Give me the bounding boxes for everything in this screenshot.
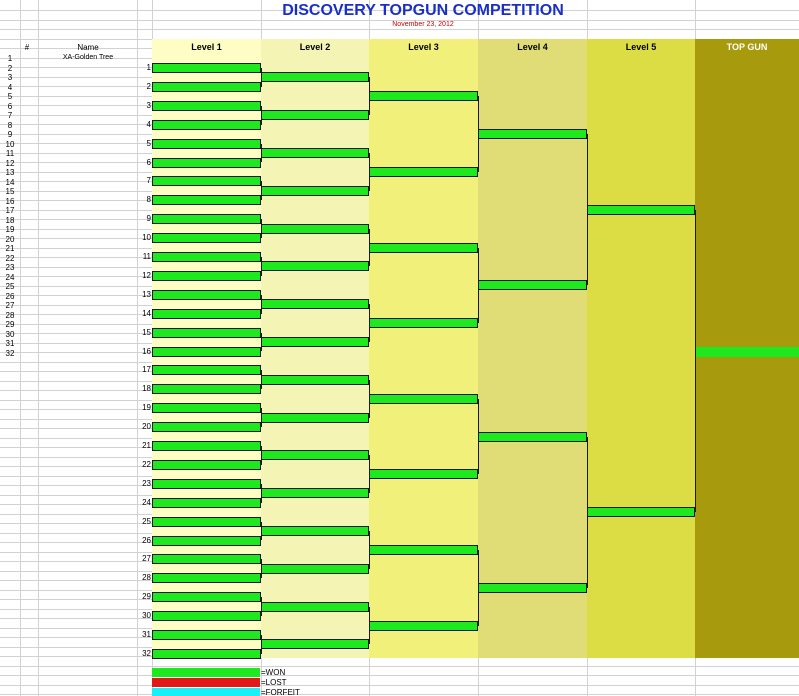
seed-number: 19 — [142, 403, 151, 413]
seed-number: 3 — [146, 100, 151, 110]
seed-number: 22 — [142, 459, 151, 469]
bracket-connector — [369, 153, 370, 191]
seed-number: 16 — [142, 346, 151, 356]
bracket-slot-level-3 — [369, 394, 478, 404]
bracket-slot-level-2 — [261, 110, 369, 120]
bracket-slot-level-1 — [152, 441, 261, 451]
seed-number: 7 — [146, 176, 151, 186]
row-number: 24 — [5, 272, 15, 282]
row-number: 31 — [5, 339, 15, 348]
bracket-slot-level-1 — [152, 290, 261, 300]
row-number: 9 — [7, 130, 13, 139]
row-number: 14 — [5, 177, 15, 187]
seed-number: 32 — [142, 648, 151, 658]
row-number: 23 — [5, 263, 15, 272]
bracket-connector — [369, 607, 370, 645]
bracket-slot-level-1 — [152, 214, 261, 224]
bracket-slot-level-2 — [261, 299, 369, 309]
bracket-slot-level-1 — [152, 271, 261, 281]
row-number: 22 — [5, 253, 15, 263]
row-number: 12 — [5, 158, 15, 168]
row-gridline — [0, 685, 799, 686]
seed-number: 9 — [146, 214, 151, 224]
header-hash: # — [24, 43, 30, 52]
bracket-slot-level-2 — [261, 639, 369, 649]
seed-number: 20 — [142, 422, 151, 432]
seed-number: 10 — [142, 233, 151, 243]
bracket-connector — [587, 134, 588, 285]
row-number: 30 — [5, 329, 15, 339]
row-number: 10 — [5, 139, 15, 149]
bracket-connector — [261, 295, 262, 314]
bracket-slot-level-2 — [261, 337, 369, 347]
bracket-slot-level-1 — [152, 63, 261, 73]
seed-number: 5 — [146, 138, 151, 148]
bracket-connector — [261, 106, 262, 125]
seed-number: 1 — [146, 63, 151, 72]
level-header: Level 1 — [191, 42, 222, 52]
bracket-slot-level-3 — [369, 243, 478, 253]
bracket-connector — [478, 399, 479, 475]
bracket-slot-level-2 — [261, 72, 369, 82]
bracket-slot-level-1 — [152, 479, 261, 489]
bracket-slot-level-5 — [587, 205, 695, 215]
seed-number: 23 — [142, 478, 151, 488]
bracket-connector — [261, 370, 262, 389]
seed-number: 27 — [142, 554, 151, 564]
bracket-slot-level-1 — [152, 460, 261, 470]
bracket-slot-level-3 — [369, 545, 478, 555]
seed-number: 6 — [146, 157, 151, 167]
bracket-slot-level-2 — [261, 186, 369, 196]
bracket-connector — [369, 304, 370, 342]
bracket-slot-level-1 — [152, 422, 261, 432]
bracket-slot-level-1 — [152, 498, 261, 508]
bracket-connector — [261, 219, 262, 238]
row-number: 1 — [7, 54, 13, 63]
seed-number: 24 — [142, 497, 151, 507]
bracket-slot-level-3 — [369, 167, 478, 177]
seed-number: 26 — [142, 535, 151, 545]
header-name: Name — [77, 43, 99, 52]
bracket-slot-level-3 — [369, 469, 478, 479]
bracket-slot-level-1 — [152, 554, 261, 564]
seed-number: 15 — [142, 327, 151, 337]
row-number: 8 — [7, 120, 13, 130]
bracket-slot-level-1 — [152, 592, 261, 602]
bracket-slot-level-2 — [261, 602, 369, 612]
level-header: Level 4 — [517, 42, 548, 52]
bracket-slot-level-1 — [152, 611, 261, 621]
row-number: 25 — [5, 282, 15, 291]
bracket-slot-level-1 — [152, 233, 261, 243]
legend-label: =FORFEIT — [261, 688, 300, 696]
bracket-slot-level-5 — [587, 507, 695, 517]
seed-number: 8 — [146, 195, 151, 205]
bracket-connector — [261, 257, 262, 276]
seed-number: 31 — [142, 630, 151, 639]
bracket-slot-level-3 — [369, 621, 478, 631]
bracket-connector — [695, 210, 696, 512]
row-number: 21 — [5, 244, 15, 253]
seed-number: 30 — [142, 611, 151, 621]
row-number: 13 — [5, 168, 15, 177]
bracket-slot-level-1 — [152, 252, 261, 262]
level-header: Level 2 — [299, 42, 331, 52]
legend-swatch — [152, 688, 260, 696]
bracket-slot-level-1 — [152, 347, 261, 357]
bracket-slot-level-1 — [152, 403, 261, 413]
page-title: DISCOVERY TOPGUN COMPETITION — [282, 2, 564, 19]
bracket-slot-level-2 — [261, 450, 369, 460]
bracket-slot-level-1 — [152, 176, 261, 186]
row-number: 29 — [5, 320, 15, 329]
bracket-slot-level-4 — [478, 280, 587, 290]
row-gridline — [0, 694, 799, 695]
level-header: TOP GUN — [726, 42, 768, 52]
bracket-slot-level-4 — [478, 583, 587, 593]
bracket-connector — [261, 408, 262, 427]
row-number: 27 — [5, 301, 15, 310]
bracket-slot-level-2 — [261, 261, 369, 271]
bracket-connector — [478, 96, 479, 172]
level-column-bg — [587, 39, 695, 658]
seed-number: 29 — [142, 592, 151, 602]
bracket-slot-level-3 — [369, 318, 478, 328]
legend-label: =WON — [261, 668, 286, 677]
bracket-connector — [261, 597, 262, 616]
bracket-slot-level-2 — [261, 413, 369, 423]
bracket-slot-level-4 — [478, 129, 587, 139]
col-gridline — [20, 0, 21, 696]
row-number: 5 — [7, 92, 13, 101]
bracket-connector — [261, 333, 262, 352]
row-number: 2 — [7, 63, 13, 73]
bracket-connector — [261, 446, 262, 465]
bracket-connector — [478, 248, 479, 324]
row-number: 4 — [7, 82, 13, 92]
level-header: Level 5 — [625, 42, 657, 52]
bracket-slot-level-2 — [261, 148, 369, 158]
row-number: 17 — [5, 206, 15, 215]
bracket-connector — [587, 437, 588, 588]
seed-number: 28 — [142, 573, 151, 583]
bracket-slot-level-1 — [152, 120, 261, 130]
level-column-bg — [369, 39, 478, 658]
row-number: 16 — [5, 196, 15, 206]
bracket-connector — [261, 635, 262, 654]
bracket-connector — [369, 531, 370, 569]
bracket-slot-level-2 — [261, 224, 369, 234]
bracket-connector — [261, 559, 262, 578]
legend-label: =LOST — [261, 678, 287, 687]
level-header: Level 3 — [408, 42, 439, 52]
bracket-slot-level-2 — [261, 488, 369, 498]
legend-swatch — [152, 678, 260, 687]
bracket-slot-level-1 — [152, 384, 261, 394]
bracket-slot-top-gun — [695, 347, 799, 357]
row-number: 26 — [5, 291, 15, 301]
bracket-slot-level-2 — [261, 564, 369, 574]
row-number: 28 — [5, 310, 15, 320]
row-number: 32 — [5, 348, 15, 358]
row-number: 7 — [7, 111, 13, 120]
bracket-connector — [261, 484, 262, 503]
row-number: 11 — [5, 149, 15, 158]
seed-number: 17 — [142, 365, 151, 375]
row-gridline — [0, 29, 799, 30]
bracket-connector — [478, 550, 479, 626]
row-number: 6 — [7, 101, 13, 111]
bracket-slot-level-1 — [152, 630, 261, 640]
entry-name: XA-Golden Tree — [62, 54, 114, 61]
bracket-slot-level-1 — [152, 101, 261, 111]
bracket-slot-level-1 — [152, 649, 261, 659]
bracket-slot-level-2 — [261, 526, 369, 536]
bracket-connector — [369, 77, 370, 115]
bracket-connector — [261, 68, 262, 87]
bracket-connector — [261, 181, 262, 200]
seed-number: 13 — [142, 289, 151, 299]
seed-number: 4 — [146, 119, 151, 129]
bracket-slot-level-1 — [152, 195, 261, 205]
bracket-connector — [369, 229, 370, 267]
row-number: 20 — [5, 234, 15, 244]
bracket-slot-level-1 — [152, 517, 261, 527]
bracket-slot-level-1 — [152, 365, 261, 375]
bracket-slot-level-2 — [261, 375, 369, 385]
bracket-slot-level-1 — [152, 158, 261, 168]
row-number: 19 — [5, 225, 15, 234]
row-gridline — [0, 675, 799, 676]
bracket-slot-level-1 — [152, 82, 261, 92]
seed-number: 2 — [146, 81, 151, 91]
row-number: 15 — [5, 187, 15, 196]
bracket-slot-level-1 — [152, 573, 261, 583]
col-gridline — [38, 0, 39, 696]
bracket-connector — [369, 455, 370, 493]
seed-number: 18 — [142, 384, 151, 394]
seed-number: 25 — [142, 516, 151, 526]
seed-number: 12 — [142, 270, 151, 280]
bracket-slot-level-1 — [152, 309, 261, 319]
row-gridline — [0, 666, 799, 667]
seed-number: 11 — [142, 252, 151, 261]
bracket-connector — [261, 522, 262, 541]
bracket-slot-level-1 — [152, 328, 261, 338]
bracket-connector — [369, 380, 370, 418]
competition-date: November 23, 2012 — [392, 21, 454, 28]
bracket-connector — [261, 144, 262, 163]
row-number: 3 — [7, 73, 13, 82]
bracket-slot-level-4 — [478, 432, 587, 442]
bracket-slot-level-1 — [152, 536, 261, 546]
legend-swatch — [152, 668, 260, 677]
seed-number: 21 — [142, 441, 151, 450]
bracket-slot-level-1 — [152, 139, 261, 149]
row-number: 18 — [5, 215, 15, 225]
seed-number: 14 — [142, 308, 151, 318]
bracket-slot-level-3 — [369, 91, 478, 101]
